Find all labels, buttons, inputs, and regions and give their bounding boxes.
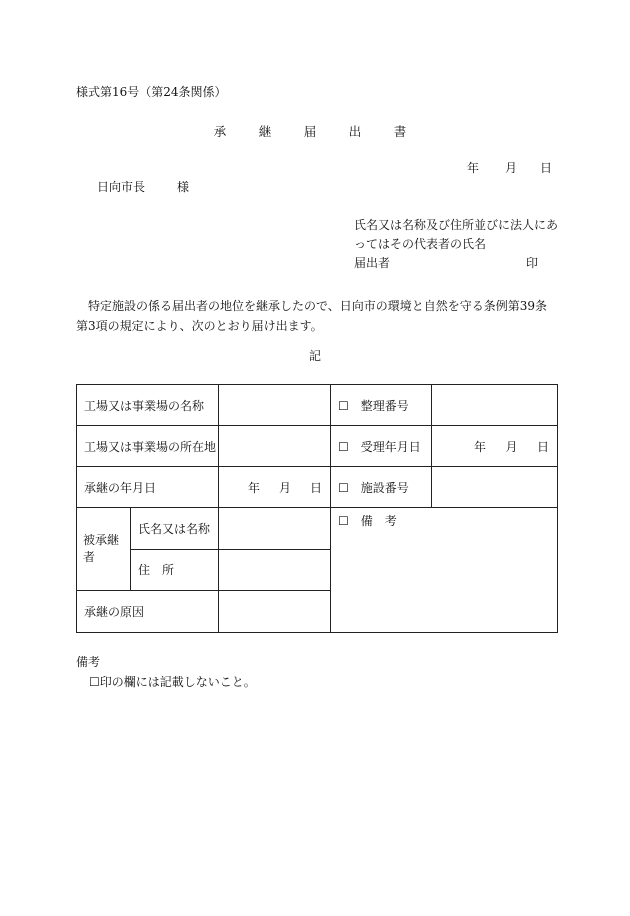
- successor-name-label: 氏名又は名称: [131, 508, 219, 549]
- document-title: 承 継 届 出 書: [213, 124, 417, 139]
- date-year: 年: [467, 161, 480, 175]
- received-date-label-cell: [331, 426, 432, 467]
- received-date-input[interactable]: [432, 426, 558, 467]
- applicant-note: 氏名又は名称及び住所並びに法人にあってはその代表者の氏名: [354, 218, 559, 251]
- reference-number-label-cell: [331, 385, 432, 426]
- form-number: 様式第16号（第24条関係）: [76, 85, 227, 99]
- notes-item: ☐印の欄には記載しないこと。: [89, 675, 256, 689]
- date-day: 日: [540, 161, 553, 175]
- received-month: 月: [505, 439, 518, 454]
- submitter-label: 届出者: [354, 256, 391, 270]
- body-text: 特定施設の係る届出者の地位を継承したので、日向市の環境と自然を守る条例第39条第3項の規定により、次のとおり届け出ます。: [76, 299, 548, 333]
- notification-table: [76, 384, 558, 633]
- succession-year: 年: [248, 480, 261, 495]
- factory-name-label: 工場又は事業場の名称: [77, 385, 219, 426]
- facility-number-input[interactable]: [432, 467, 558, 508]
- succession-day: 日: [309, 480, 322, 495]
- remarks-label: 備 考: [360, 514, 397, 529]
- factory-location-input[interactable]: [219, 426, 331, 467]
- reference-number-label: 整理番号: [360, 398, 409, 413]
- checkbox-icon: ☐: [338, 398, 349, 413]
- checkbox-icon: ☐: [338, 480, 349, 495]
- addressee: [97, 181, 189, 193]
- ki-heading: 記: [308, 349, 321, 363]
- received-day: 日: [536, 439, 549, 454]
- addressee-name: 日向市長: [97, 180, 146, 194]
- successor-name-input[interactable]: [219, 508, 331, 549]
- successor-label: 被承継者: [77, 508, 131, 590]
- checkbox-icon: ☐: [338, 514, 349, 529]
- reason-input[interactable]: [219, 590, 331, 632]
- successor-address-input[interactable]: [219, 549, 331, 590]
- succession-month: 月: [279, 480, 292, 495]
- checkbox-icon: ☐: [338, 439, 349, 454]
- factory-name-input[interactable]: [219, 385, 331, 426]
- received-year: 年: [474, 439, 487, 454]
- addressee-honorific: 様: [177, 180, 190, 194]
- seal-label: 印: [526, 256, 539, 270]
- remarks-cell[interactable]: [331, 508, 558, 633]
- reference-number-input[interactable]: [432, 385, 558, 426]
- received-date-label: 受理年月日: [360, 439, 421, 454]
- date-month: 月: [505, 161, 518, 175]
- reason-label: 承継の原因: [77, 590, 219, 632]
- succession-date-label: 承継の年月日: [77, 467, 219, 508]
- succession-date-input[interactable]: [219, 467, 331, 508]
- notes-title: 備考: [76, 655, 101, 669]
- successor-address-label: 住 所: [131, 549, 219, 590]
- factory-location-label: 工場又は事業場の所在地: [77, 426, 219, 467]
- facility-number-label-cell: [331, 467, 432, 508]
- facility-number-label: 施設番号: [360, 480, 409, 495]
